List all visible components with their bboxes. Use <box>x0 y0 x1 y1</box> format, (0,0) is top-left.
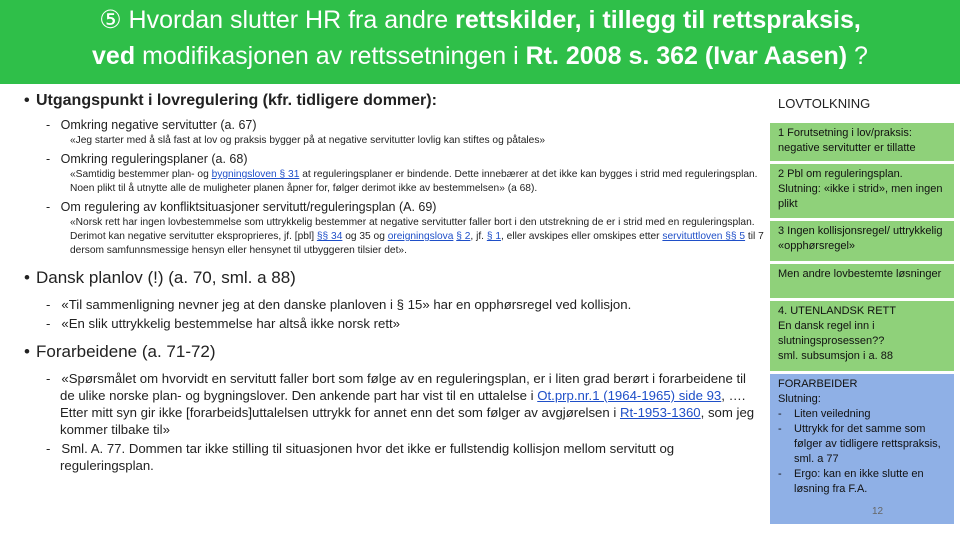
item-text: Omkring negative servitutter (a. 67) <box>60 118 257 132</box>
item-text: Ergo: kan en ikke slutte en løsning fra F.A. <box>794 468 924 495</box>
list-item <box>778 407 946 422</box>
title-line-1 <box>0 2 960 38</box>
sidebar-box-2: 2 Pbl om reguleringsplan. Slutning: «ikke i strid», men ingen plikt <box>770 164 954 218</box>
item-text: , som jeg kommer tilbake til» <box>60 405 755 437</box>
section-heading: • Forarbeidene (a. 71-72) <box>24 342 216 361</box>
section-heading: • Utgangspunkt i lovregulering (kfr. tidligere dommer): <box>24 92 437 109</box>
box-title: 4. UTENLANDSK RETT <box>778 305 896 317</box>
item-text: , …. Etter mitt syn gir ikke [forarbeids]uttalelsen uttrykk for annet enn det som følger av avgjørelsen i <box>60 388 746 420</box>
title-bold: Rt. 2008 s. 362 (Ivar Aasen) <box>525 42 848 70</box>
quote-text: og 35 og <box>342 231 388 242</box>
law-link[interactable]: § 1 <box>486 231 502 242</box>
heading-text: Forarbeidene (a. 71-72) <box>36 342 216 361</box>
quote <box>70 216 770 258</box>
list-item <box>778 422 946 467</box>
sidebar-heading: LOVTOLKNING <box>770 88 954 120</box>
title-line-2 <box>0 38 960 74</box>
item-text: «En slik uttrykkelig bestemmelse har altså ikke norsk rett» <box>61 316 401 331</box>
list-item: - Sml. A. 77. Dommen tar ikke stilling til situasjonen hvor det ikke er fullstendig kollisjon mellom servitutt og reguleringsplan. <box>46 441 675 473</box>
dash: - <box>778 423 782 435</box>
conclusion-list <box>778 407 946 497</box>
list-item: - «Til sammenligning nevner jeg at den danske planloven i § 15» har en opphørsregel ved kollisjon. <box>46 297 632 312</box>
quote-text: «Samtidig bestemmer plan- og <box>70 169 212 180</box>
law-link[interactable]: servituttloven §§ 5 <box>662 231 746 242</box>
sidebar-box-6 <box>770 374 954 524</box>
heading-text: Dansk planlov (!) (a. 70, sml. a 88) <box>36 268 296 287</box>
box-text: Slutning: <box>778 393 821 405</box>
box-title: FORARBEIDER <box>778 378 858 390</box>
list-item <box>778 467 946 497</box>
quote: «Jeg starter med å slå fast at lov og praksis bygger på at negative servitutter lovlig kan stiftes og påtales» <box>70 135 546 146</box>
quote <box>70 168 770 196</box>
list-item: - «Spørsmålet om hvorvidt en servitutt faller bort som følge av en reguleringsplan, er i liten grad berørt i forarbeidene til de ulike norske plan- og bygningslover. Den ankende part har vist til en uttalelse i Ot.prp.nr.1 (1964-1965) side 93, …. Etter mitt syn gir ikke [forarbeids]uttalelsen uttrykk for annet enn det som følger av avgjørelsen i Rt-1953-1360, som jeg kommer tilbake til» <box>46 371 755 437</box>
quote-text: «Norsk rett har ingen lovbestemmelse som uttrykkelig bestemmer at negative servitutter faller bort i den utstrekning de er i strid med en reguleringsplan. Derimot kan negative servitutter eksproprieres, jf. [pbl] <box>70 217 755 242</box>
quote-text: , jf. <box>470 231 487 242</box>
item-text: Sml. A. 77. Dommen tar ikke stilling til situasjonen hvor det ikke er fullstendig kollisjon mellom servitutt og reguleringsplan. <box>60 441 675 473</box>
source-link[interactable]: Ot.prp.nr.1 (1964-1965) side 93 <box>537 388 722 403</box>
sidebar-box-1: 1 Forutsetning i lov/praksis: negative servitutter er tillatte <box>770 123 954 161</box>
dash: - <box>778 408 782 420</box>
list-item: - Omkring negative servitutter (a. 67) <box>46 118 257 132</box>
list-item: - «En slik uttrykkelig bestemmelse har altså ikke norsk rett» <box>46 316 401 331</box>
title-text: ⑤ Hvordan slutter HR fra andre <box>99 6 456 34</box>
heading-text: Utgangspunkt i lovregulering (kfr. tidligere dommer): <box>36 92 437 109</box>
sidebar-box-5 <box>770 301 954 371</box>
item-text: Om regulering av konfliktsituasjoner servitutt/reguleringsplan (A. 69) <box>60 200 437 214</box>
law-link[interactable]: §§ 34 <box>316 231 343 242</box>
main-content <box>24 88 764 476</box>
case-link[interactable]: Rt-1953-1360 <box>619 405 701 420</box>
item-text: Omkring reguleringsplaner (a. 68) <box>60 152 248 166</box>
dash: - <box>778 468 782 480</box>
title-text: modifikasjonen av rettssetningen i <box>135 42 526 70</box>
sidebar <box>766 88 958 524</box>
sidebar-box-3: 3 Ingen kollisjonsregel/ uttrykkelig «opphørsregel» <box>770 221 954 261</box>
title-bar <box>0 0 960 84</box>
item-text: «Til sammenligning nevner jeg at den danske planloven i § 15» har en opphørsregel ved kollisjon. <box>61 297 632 312</box>
law-link[interactable]: bygningsloven § 31 <box>211 169 300 180</box>
sidebar-box-4: Men andre lovbestemte løsninger <box>770 264 954 298</box>
slide-title <box>0 2 960 74</box>
item-text: Uttrykk for det samme som følger av tidligere rettspraksis, sml. a 77 <box>794 423 941 465</box>
quote-text: til 7 dersom samfunnsmessige hensyn eller hensynet til utbyggeren tilsier det». <box>70 231 764 256</box>
quote-text: at reguleringsplaner er bindende. Dette innebærer at det ikke kan bygges i strid med reguleringsplan. Noen plikt til å utnytte alle de muligheter planen åpner for, følger derimot ikke av bestemmelsen» (a 68). <box>70 169 758 194</box>
list-item: - Omkring reguleringsplaner (a. 68) <box>46 152 248 166</box>
title-text: ? <box>847 42 868 70</box>
title-bold: rettskilder, i tillegg til rettspraksis, <box>455 6 861 34</box>
box-text: En dansk regel inn i slutningsprosessen?? <box>778 320 885 347</box>
item-text: Liten veiledning <box>794 408 871 420</box>
section-heading: • Dansk planlov (!) (a. 70, sml. a 88) <box>24 268 296 287</box>
page-number: 12 <box>872 506 884 517</box>
law-link[interactable]: § 2 <box>456 231 471 242</box>
title-bold: ved <box>92 42 136 70</box>
quote-text: , eller avskipes eller omskipes etter <box>501 231 663 242</box>
law-link[interactable]: oreigningslova <box>387 231 454 242</box>
item-text: «Spørsmålet om hvorvidt en servitutt faller bort som følge av en reguleringsplan, er i liten grad berørt i forarbeidene til de ulike norske plan- og bygningslover. Den ankende part har vist til en uttalelse i <box>60 371 746 403</box>
box-text: sml. subsumsjon i a. 88 <box>778 350 893 362</box>
list-item: - Om regulering av konfliktsituasjoner servitutt/reguleringsplan (A. 69) <box>46 200 437 214</box>
